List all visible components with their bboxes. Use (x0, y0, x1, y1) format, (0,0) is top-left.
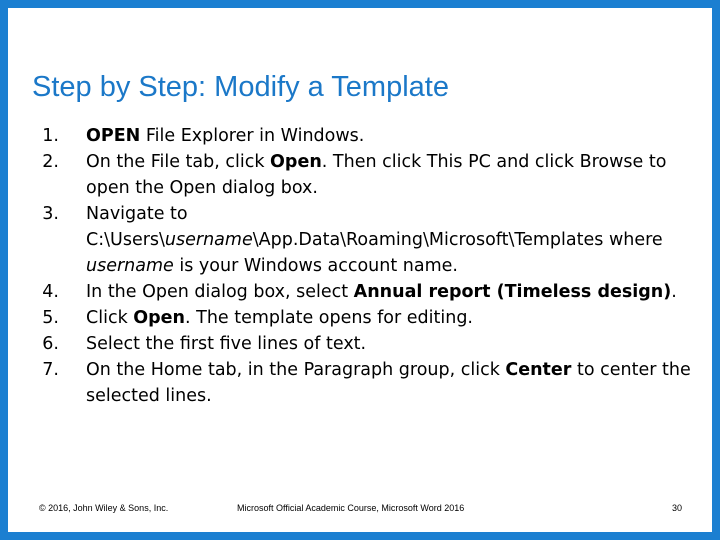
step-text-bold: Open (270, 152, 322, 172)
step-text-bold: Annual report (Timeless design) (353, 282, 672, 302)
step-list (32, 123, 692, 409)
step-item (32, 331, 692, 357)
step-text: File Explorer in Windows. (140, 126, 365, 146)
step-text-italic: username (86, 256, 174, 276)
step-text: . The template opens for editing. (185, 308, 473, 328)
step-text-bold: Open (133, 308, 185, 328)
step-text: In the Open dialog box, select (86, 282, 354, 302)
step-item (32, 279, 692, 305)
step-number: 1. (42, 126, 59, 146)
step-number: 2. (42, 152, 59, 172)
step-text: Select the first five lines of text. (86, 334, 367, 354)
footer-course-name: Microsoft Official Academic Course, Microsoft Word 2016 (237, 503, 465, 513)
step-text-bold: Center (505, 360, 572, 380)
footer-copyright: © 2016, John Wiley & Sons, Inc. (39, 503, 169, 513)
step-number: 5. (42, 308, 59, 328)
step-text: On the Home tab, in the Paragraph group, click (86, 360, 506, 380)
step-text: . (671, 282, 677, 302)
step-text: On the File tab, click (86, 152, 271, 172)
step-text: . Then click This PC and click Browse to open the Open dialog box. (86, 152, 667, 198)
page-number: 30 (672, 503, 683, 513)
step-text-italic: username (164, 230, 253, 250)
step-item (32, 305, 692, 331)
step-item (32, 149, 692, 201)
step-text: Navigate to C:\Users\ (86, 204, 188, 250)
step-text: is your Windows account name. (173, 256, 458, 276)
step-number: 7. (42, 360, 59, 380)
step-item (32, 123, 692, 149)
step-item (32, 201, 692, 279)
step-number: 4. (42, 282, 59, 302)
step-text: Click (86, 308, 134, 328)
step-number: 3. (42, 204, 59, 224)
slide-title: Step by Step: Modify a Template (32, 71, 449, 103)
step-text: \App.Data\Roaming\Microsoft\Templates where (252, 230, 663, 250)
step-text-bold: OPEN (86, 126, 141, 146)
step-item (32, 357, 692, 409)
step-number: 6. (42, 334, 59, 354)
step-text: to center the selected lines. (86, 360, 691, 406)
